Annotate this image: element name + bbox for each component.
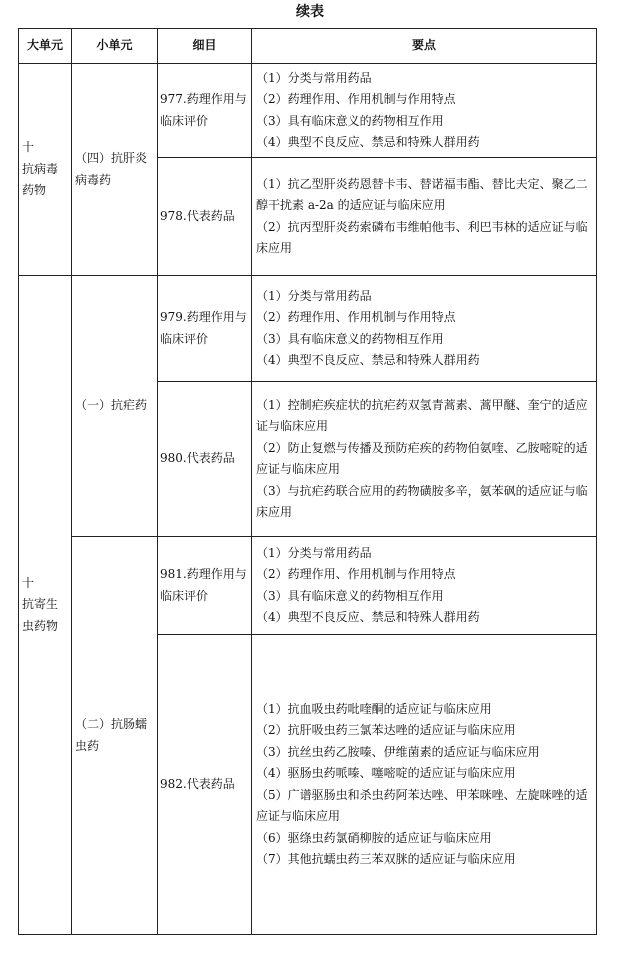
point: （1）分类与常用药品 [256, 70, 372, 85]
minor-unit-anthelmintic [72, 537, 158, 935]
points-980 [252, 382, 597, 537]
point: （1）分类与常用药品 [256, 288, 372, 303]
minor-unit-antimalarial [72, 276, 158, 537]
header-item: 细目 [158, 29, 252, 64]
header-key-points: 要点 [252, 29, 597, 64]
point: （2）防止复燃与传播及预防疟疾的药物伯氨喹、乙胺嘧啶的适应证与临床应用 [256, 440, 588, 476]
point: （3）具有临床意义的药物相互作用 [256, 331, 444, 346]
major-unit-antiparasitic [19, 276, 72, 935]
point: （4）典型不良反应、禁忌和特殊人群用药 [256, 353, 480, 367]
point: （3）具有临床意义的药物相互作用 [256, 113, 444, 128]
point: （1）控制疟疾症状的抗疟药双氢青蒿素、蒿甲醚、奎宁的适应证与临床应用 [256, 397, 588, 433]
table-header-row [19, 29, 597, 64]
points-979 [252, 276, 597, 382]
point: （3）具有临床意义的药物相互作用 [256, 588, 444, 603]
point: （7）其他抗蠕虫药三苯双脒的适应证与临床应用 [256, 852, 516, 866]
point: （1）抗血吸虫药吡喹酮的适应证与临床应用 [256, 701, 492, 716]
item-977: 977.药理作用与临床评价 [158, 64, 252, 158]
header-major-unit: 大单元 [19, 29, 72, 64]
point: （5）广谱驱肠虫和杀虫药阿苯达唑、甲苯咪唑、左旋咪唑的适应证与临床应用 [256, 787, 588, 823]
point: （4）典型不良反应、禁忌和特殊人群用药 [256, 135, 480, 149]
point: （2）药理作用、作用机制与作用特点 [256, 567, 456, 581]
point: （4）驱肠虫药哌嗪、噻嘧啶的适应证与临床应用 [256, 766, 516, 780]
point: （4）典型不良反应、禁忌和特殊人群用药 [256, 610, 480, 624]
item-978: 978.代表药品 [158, 158, 252, 276]
table-row [19, 537, 597, 635]
point: （2）药理作用、作用机制与作用特点 [256, 92, 456, 106]
subunit-text: （一）抗疟药 [75, 398, 148, 413]
points-982 [252, 635, 597, 935]
item-980: 980.代表药品 [158, 382, 252, 537]
page-title: 续表 [296, 4, 324, 20]
unit-text: 十 抗寄生虫药物 [22, 575, 59, 633]
point: （6）驱绦虫药氯硝柳胺的适应证与临床应用 [256, 830, 492, 845]
unit-text: 十 抗病毒药物 [22, 140, 59, 198]
header-minor-unit: 小单元 [72, 29, 158, 64]
point: （1）抗乙型肝炎药恩替卡韦、替诺福韦酯、替比夫定、聚乙二醇干扰素 a-2a 的适应证与临床应用 [256, 176, 588, 212]
subunit-text: （四）抗肝炎病毒药 [75, 151, 148, 187]
point: （2）抗丙型肝炎药索磷布韦维帕他韦、利巴韦林的适应证与临床应用 [256, 219, 588, 255]
table-row [19, 64, 597, 158]
point: （1）分类与常用药品 [256, 545, 372, 560]
drug-outline-table [18, 28, 597, 935]
subunit-text: （二）抗肠蠕虫药 [75, 717, 148, 753]
points-978 [252, 158, 597, 276]
minor-unit-anti-hepatitis [72, 64, 158, 276]
points-977 [252, 64, 597, 158]
major-unit-antiviral [19, 64, 72, 276]
point: （3）与抗疟药联合应用的药物磺胺多辛，氨苯砜的适应证与临床应用 [256, 483, 588, 519]
item-982: 982.代表药品 [158, 635, 252, 935]
item-981: 981.药理作用与临床评价 [158, 537, 252, 635]
point: （3）抗丝虫药乙胺嗪、伊维菌素的适应证与临床应用 [256, 744, 540, 759]
table-row [19, 276, 597, 382]
points-981 [252, 537, 597, 635]
item-979: 979.药理作用与临床评价 [158, 276, 252, 382]
point: （2）药理作用、作用机制与作用特点 [256, 310, 456, 324]
point: （2）抗肝吸虫药三氯苯达唑的适应证与临床应用 [256, 723, 516, 737]
